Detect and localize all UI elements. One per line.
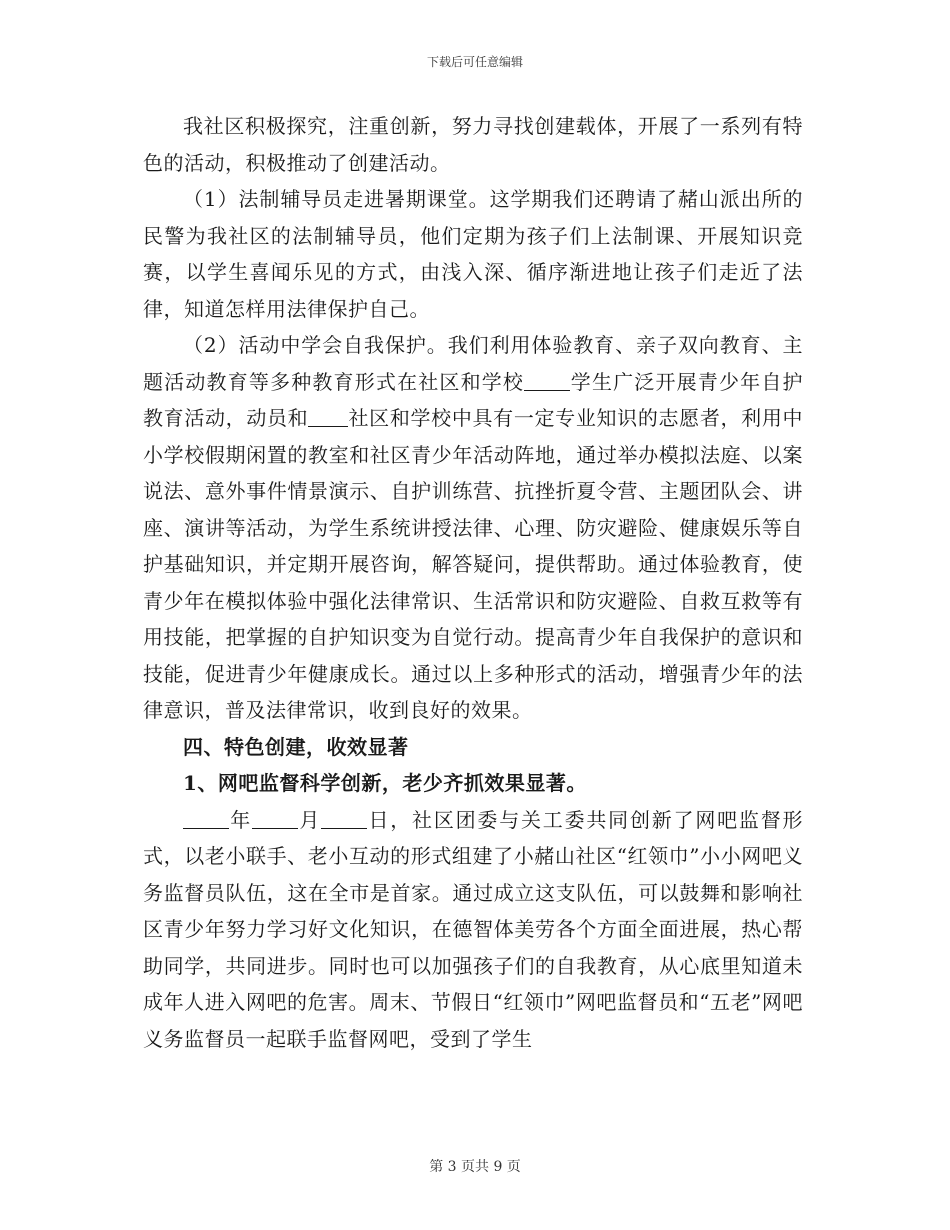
text-segment: 社区和学校中具有一定专业知识的志愿者，利用中小学校假期闲置的教室和社区青少年活动阵地，通过举办模拟法庭、以案说法、意外事件情景演示、自护训练营、抗挫折夏令营、主题团队会、讲座、演讲等活动，为学生系统讲授法律、心理、防灾避险、健康娱乐等自护基础知识，并定期开展咨询，解答疑问，提供帮助。通过体验教育，使青少年在模拟体验中强化法律常识、生活常识和防灾避险、自救互救等有用技能，把掌握的自护知识变为自觉行动。提高青少年自我保护的意识和技能，促进青少年健康成长。通过以上多种形式的活动，增强青少年的法律意识，普及法律常识，收到良好的效果。 xyxy=(143,406,804,722)
text-segment: 学生广泛开展青少年自护教育活动，动员和 xyxy=(143,369,804,430)
text-segment: 月 xyxy=(298,807,322,832)
text-segment: （2）活动中学会自我保护。我们利用体验教育、亲子双向教育、主题活动教育等多种教育形式在社区和学校 xyxy=(143,333,803,394)
document-body xyxy=(143,108,803,1057)
text-segment: 年 xyxy=(229,807,253,832)
paragraph-self-protection xyxy=(143,327,803,729)
fill-blank xyxy=(183,810,229,829)
paragraph-internet-cafe xyxy=(143,802,803,1058)
subsection-heading: 1、网吧监督科学创新，老少齐抓效果显著。 xyxy=(183,771,587,795)
paragraph-intro: 我社区积极探究，注重创新，努力寻找创建载体，开展了一系列有特色的活动，积极推动了创建活动。 xyxy=(143,114,803,175)
fill-blank xyxy=(252,810,298,829)
page-footer: 第 3 页共 9 页 xyxy=(429,1159,521,1175)
section-heading: 四、特色创建，收效显著 xyxy=(183,734,409,759)
fill-blank xyxy=(321,810,367,829)
paragraph-legal-counselor: （1）法制辅导员走进暑期课堂。这学期我们还聘请了赭山派出所的民警为我社区的法制辅导员，他们定期为孩子们上法制课、开展知识竞赛，以学生喜闻乐见的方式，由浅入深、循序渐进地让孩子们走近了法律，知道怎样用法律保护自己。 xyxy=(143,187,803,321)
text-segment: 日，社区团委与关工委共同创新了网吧监督形式，以老小联手、老小互动的形式组建了小赭山社区“红领巾”小小网吧义务监督员队伍，这在全市是首家。通过成立这支队伍，可以鼓舞和影响社区青少年努力学习好文化知识，在德智体美劳各个方面全面进展，热心帮助同学，共同进步。同时也可以加强孩子们的自我教育，从心底里知道未成年人进入网吧的危害。周末、节假日“红领巾”网吧监督员和“五老”网吧义务监督员一起联手监督网吧，受到了学生 xyxy=(143,807,804,1051)
fill-blank xyxy=(524,372,570,391)
fill-blank xyxy=(308,408,348,427)
page-header: 下载后可任意编辑 xyxy=(426,55,523,69)
